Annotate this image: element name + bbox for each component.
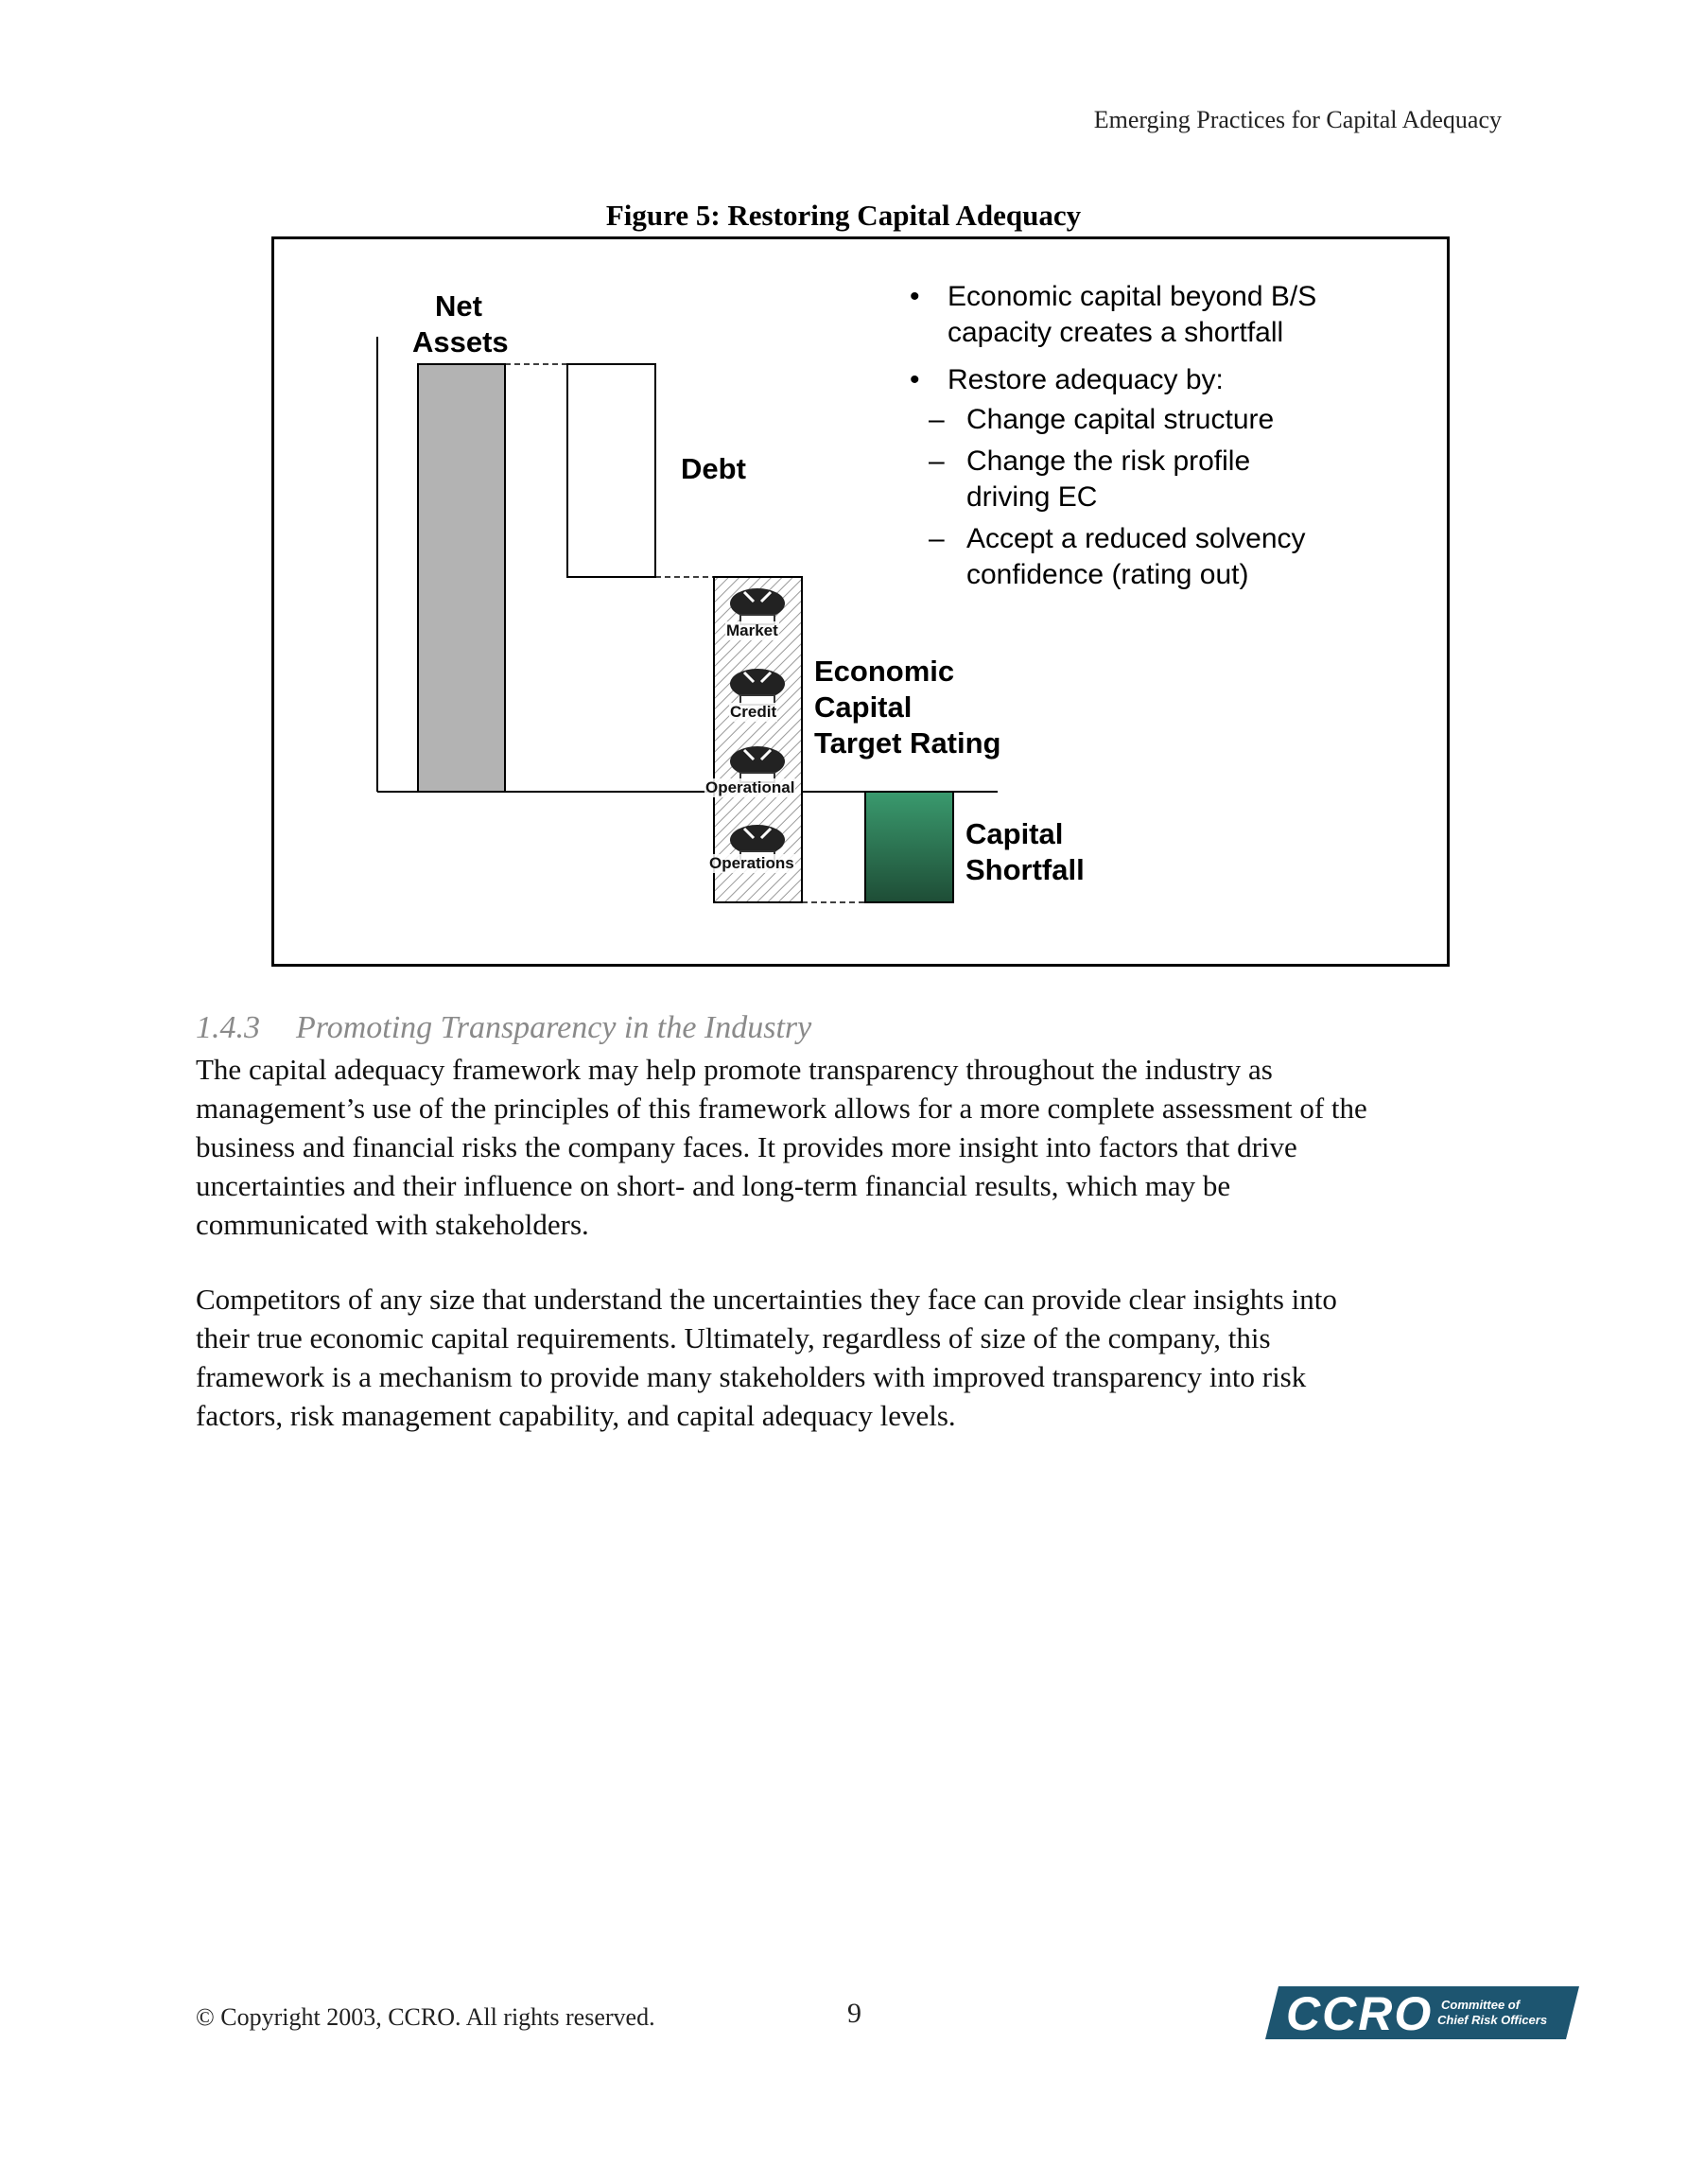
capital-shortfall-bar <box>865 792 953 902</box>
debt-bar <box>567 364 655 577</box>
section-heading <box>196 1010 811 1046</box>
ccro-logo <box>1265 1986 1579 2039</box>
sub-bullet-item: – Accept a reduced solvency confidence (rating out) <box>929 523 1306 590</box>
dash-mark: – <box>929 446 945 477</box>
svg-text:Committee of: Committee of <box>1441 1998 1521 2012</box>
paragraph-competitors: Competitors of any size that understand the uncertainties they face can provide clear insights into their true economic capital requirements. Ultimately, regardless of size of the company, this framework is a mechanism to provide many stakeholders with improved transparency into risk factors, risk management capability, and capital adequacy levels. <box>196 1283 1337 1432</box>
risk-tag-market: Market <box>726 621 778 639</box>
figure-diagram <box>271 236 1450 967</box>
bullet-mark: • <box>910 281 920 312</box>
debt-label: Debt <box>681 452 746 485</box>
bullet-item: • Restore adequacy by: <box>910 362 1420 398</box>
running-header: Emerging Practices for Capital Adequacy <box>1093 106 1502 133</box>
capital-shortfall-label: Capital Shortfall <box>965 817 1085 886</box>
svg-text:Chief Risk Officers: Chief Risk Officers <box>1437 2013 1548 2027</box>
risk-tag-credit: Credit <box>730 703 777 721</box>
dash-mark: – <box>929 404 945 435</box>
bullet-mark: • <box>910 364 920 395</box>
section-title: Promoting Transparency in the Industry <box>296 1010 812 1045</box>
bullet-item: • Economic capital beyond B/S capacity creates a shortfall <box>910 281 1317 348</box>
paragraph-transparency: The capital adequacy framework may help promote transparency throughout the industry as management’s use of the principles of this framework allows for a more complete assessment of the business and financial risks the company faces. It provides more insight into factors that drive uncertainties and their influence on short- and long-term financial results, which may be communicated with stakeholders. <box>196 1053 1367 1241</box>
section-number: 1.4.3 <box>196 1010 260 1045</box>
risk-tag-operational: Operational <box>705 778 795 796</box>
sub-bullet-item: – Change the risk profile driving EC <box>929 446 1251 513</box>
dash-mark: – <box>929 523 945 554</box>
net-assets-bar <box>418 364 505 792</box>
svg-text:CCRO: CCRO <box>1286 1987 1434 2039</box>
page-number: 9 <box>847 1998 861 2029</box>
figure-bullet-list <box>910 279 1420 599</box>
figure-caption: Figure 5: Restoring Capital Adequacy <box>605 199 1082 232</box>
risk-tag-operations: Operations <box>709 854 794 872</box>
economic-capital-label: Economic Capital Target Rating <box>814 655 1001 760</box>
sub-bullet-item: – Change capital structure <box>872 402 1420 438</box>
net-assets-label: Net Assets <box>412 289 509 358</box>
footer-copyright: © Copyright 2003, CCRO. All rights reserved. <box>196 2003 655 2031</box>
